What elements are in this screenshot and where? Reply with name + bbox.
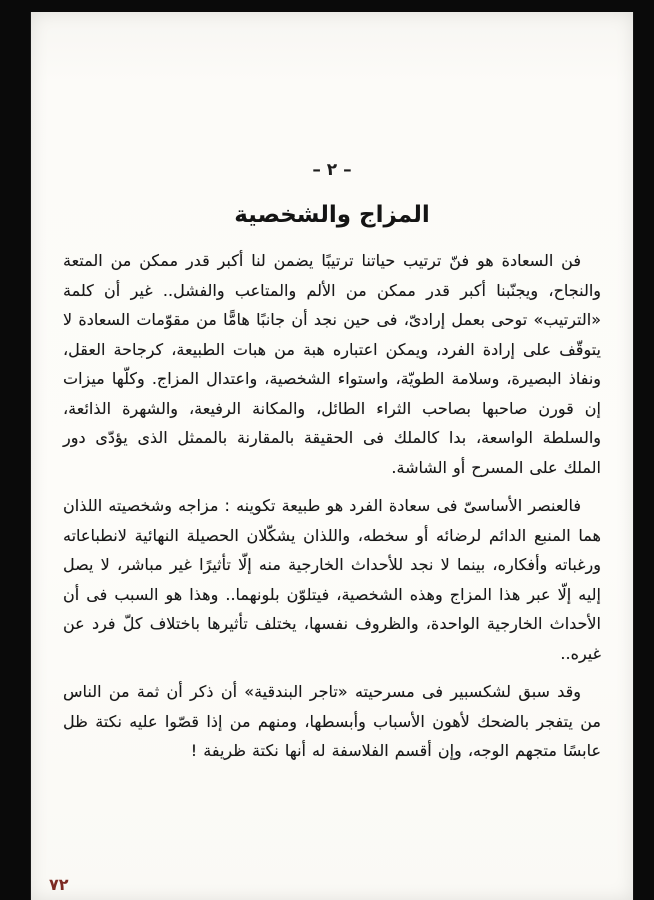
book-page [31, 12, 633, 900]
scan-border-left [0, 0, 32, 900]
page-body [63, 246, 601, 766]
page-number-top: – ٢ – [312, 160, 352, 180]
scan-border-right [632, 0, 654, 900]
chapter-title: المزاج والشخصية [234, 202, 430, 228]
paragraph-3: وقد سبق لشكسبير فى مسرحيته «تاجر البندقية» أن ذكر أن ثمة من الناس من يتفجر بالضحك لأهون الأسباب وأبسطها، ومنهم من إذا قصّوا عليه نكتة ظل عابسًا متجهم الوجه، وإن أقسم الفلاسفة له أنها نكتة ظريفة ! [63, 682, 601, 760]
paragraph-1: فن السعادة هو فنّ ترتيب حياتنا ترتيبًا يضمن لنا أكبر قدر ممكن من المتعة والنجاح، ويجنّبنا أكبر قدر ممكن من الألم والمتاعب والفشل.. غير أن كلمة «الترتيب» توحى بعمل إرادىّ، فى حين نجد أن جانبًا هامًّا من مقوّمات السعادة لا يتوقّف على إرادة الفرد، ويمكن اعتباره هبة من هبات الطبيعة، كرجاحة العقل، ونفاذ البصيرة، وسلامة الطويّة، واستواء الشخصية، واعتدال المزاج. وكلّها ميزات إن قورن صاحبها بصاحب الثراء الطائل، والمكانة الرفيعة، والشهرة الذائعة، والسلطة الواسعة، بدا كالملك فى الحقيقة بالمقارنة بالممثل الذى يؤدّى دور الملك على المسرح أو الشاشة. [63, 251, 601, 477]
paragraph-2: فالعنصر الأساسىّ فى سعادة الفرد هو طبيعة تكوينه : مزاجه وشخصيته اللذان هما المنبع الدائم لرضائه أو سخطه، واللذان يشكّلان الحصيلة النهائية لانطباعاته ورغباته وأفكاره، بينما لا نجد للأحداث الخارجية منه إلّا تأثيرًا غير مباشر، لا يصل إليه إلّا عبر هذا المزاج وهذه الشخصية، فيتلوّن بلونهما.. وهذا هو السبب فى أن الأحداث الخارجية الواحدة، والظروف نفسها، يختلف تأثيرها باختلاف كلّ فرد عن غيره.. [63, 496, 601, 663]
scan-border-top [0, 0, 654, 12]
page-number-bottom: ٧٢ [49, 875, 69, 894]
